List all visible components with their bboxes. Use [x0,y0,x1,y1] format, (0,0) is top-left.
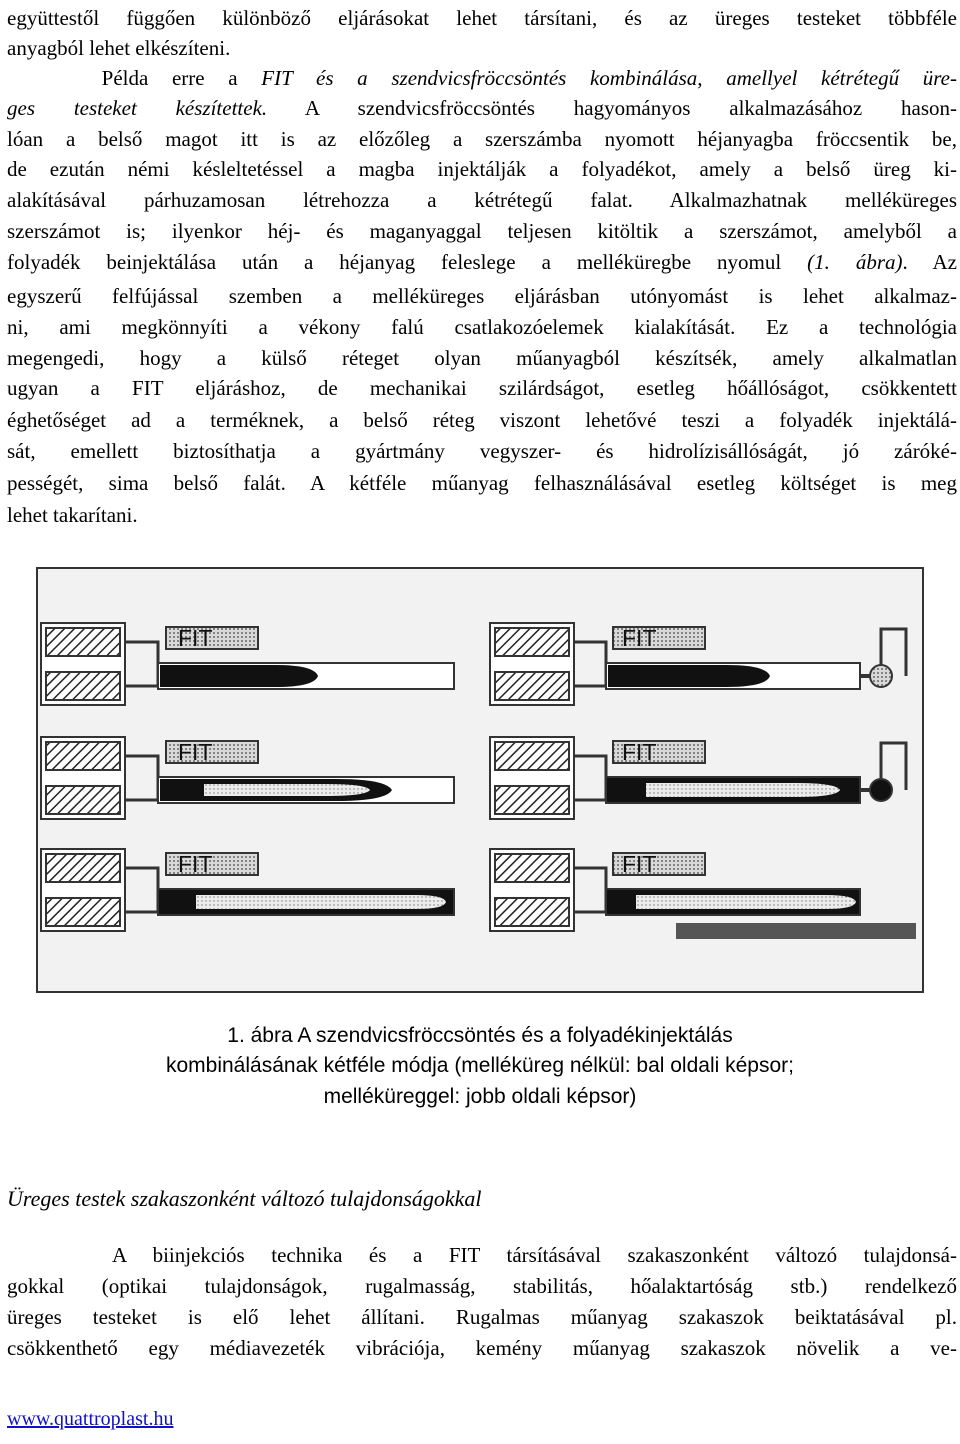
text-line [7,247,957,280]
text-run: pességét, sima belső falát. A kétféle műanyag felhasználásával esetleg költséget is meg [7,471,957,495]
text-run: alakításával párhuzamosan létrehozza a kétrétegű falat. Alkalmazhatnak melléküreges [7,188,957,212]
text-run: anyagból lehet elkészíteni. [7,36,231,60]
text-run: de ezután némi késleltetéssel a magba injektálják a folyadékot, amely a belső üreg ki- [7,157,957,181]
text-line [7,436,957,469]
text-run: sát, emellett biztosíthatja a gyártmány vegyszer- és hidrolízisállóságát, jó záróké- [7,439,957,463]
text-line [7,185,957,218]
text-line [7,343,957,376]
italic-text-run: FIT és a szendvicsfröccsöntés kombinálása, amellyel kétrétegű üre- [261,66,957,90]
fit-label: FIT [178,625,213,651]
text-run: megengedi, hogy a külső réteget olyan műanyagból készítsék, amely alkalmatlan [7,346,957,370]
text-run: A szendvicsfröccsöntés hagyományos alkalmazásához hason- [267,96,957,120]
fit-label: FIT [178,851,213,877]
caption-line: kombinálásának kétféle módja (melléküreg nélkül: bal oldali képsor; [165,1054,794,1077]
section-heading: Üreges testek szakaszonként változó tulajdonságokkal [7,1186,482,1211]
italic-text-run: ges testeket készítettek. [7,96,268,120]
text-line [7,312,957,345]
fit-label: FIT [622,625,657,651]
text-line [7,124,957,157]
text-run: ugyan a FIT eljáráshoz, de mechanikai szilárdságot, esetleg hőállóságot, csökkentett [7,376,957,400]
text-line [7,216,957,249]
text-line [7,500,957,533]
text-run: lehet takarítani. [7,503,138,527]
text-run: folyadék beinjektálása után a héjanyag feleslege a melléküregbe nyomul [7,250,808,274]
text-line [7,154,957,187]
text-run: gokkal (optikai tulajdonságok, rugalmasság, stabilitás, hőalaktartóság stb.) rendelkező [7,1274,957,1298]
text-run: egyszerű felfújással szemben a melléküreges eljárásban utónyomást is lehet alkalmaz- [7,284,957,308]
figure-1-fit-sandwich-diagram [36,567,924,993]
text-run: éghetőséget ad a terméknek, a belső réteg viszont lehetővé teszi a folyadék injektálá- [7,408,957,432]
text-line [7,3,957,36]
caption-line: melléküreggel: jobb oldali képsor) [323,1085,637,1108]
text-line [7,405,957,438]
caption-line: 1. ábra A szendvicsfröccsöntés és a folyadékinjektálás [227,1024,733,1047]
text-run: A biinjekciós technika és a FIT társításával szakaszonként változó tulajdonsá- [7,1243,957,1267]
text-run: . Az [902,250,957,274]
text-line [7,1240,957,1273]
text-run: lóan a belső magot itt is az előzőleg a szerszámba nyomott héjanyagba fröccsentik be, [7,127,957,151]
text-line [7,1271,957,1304]
text-line [7,281,957,314]
text-line [7,468,957,501]
fit-label: FIT [622,851,657,877]
text-line [7,93,957,126]
text-line [7,33,957,66]
text-run: szerszámot is; ilyenkor héj- és maganyaggal teljesen kitöltik a szerszámot, amelyből a [7,219,957,243]
text-line [7,63,957,96]
text-run: üreges testeket is elő lehet állítani. Rugalmas műanyag szakaszok beiktatásával pl. [7,1305,957,1329]
text-run: ni, ami megkönnyíti a vékony falú csatlakozóelemek kialakítását. Ez a technológia [7,315,957,339]
text-run: együttestől függően különböző eljárásokat lehet társítani, és az üreges testeket többféle [7,6,957,30]
fit-label: FIT [622,739,657,765]
text-run: csökkenthető egy médiavezeték vibrációja, kemény műanyag szakaszok növelik a ve- [7,1336,957,1360]
text-line [7,1333,957,1366]
italic-text-run: (1. ábra) [807,250,903,274]
website-link[interactable]: www.quattroplast.hu [7,1408,174,1430]
text-line [7,1302,957,1335]
text-line [7,373,957,406]
fit-label: FIT [178,739,213,765]
text-run: Példa erre a [7,66,262,90]
